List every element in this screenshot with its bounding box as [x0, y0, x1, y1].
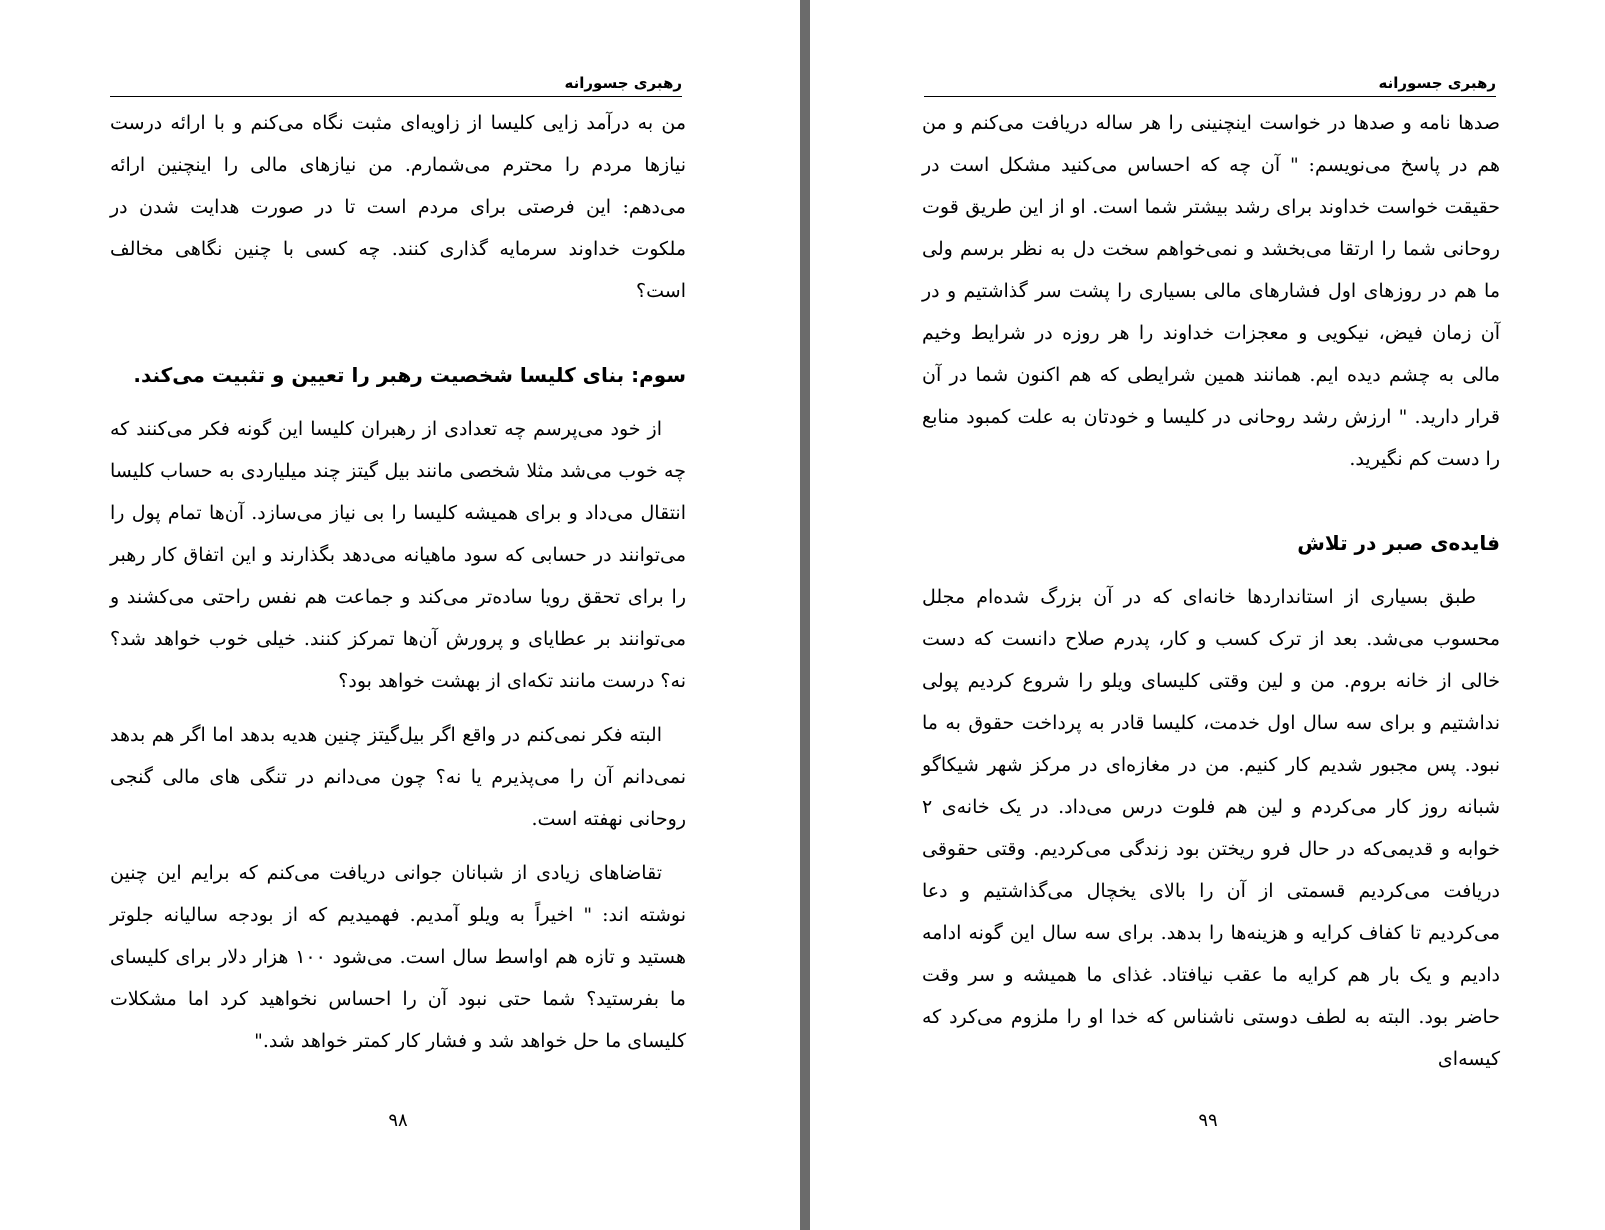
paragraph: البته فکر نمی‌کنم در واقع اگر بیل‌گیتز چنین هدیه بدهد اما اگر هم بدهد نمی‌دانم آن را می‌پذیرم یا نه؟ چون می‌دانم در تنگی های مالی گنجی روحانی نهفته است. — [110, 724, 686, 830]
section-heading: فایده‌ی صبر در تلاش — [1297, 531, 1500, 555]
paragraph: از خود می‌پرسم چه تعدادی از رهبران کلیسا این گونه فکر می‌کنند که چه خوب می‌شد مثلا شخصی مانند بیل گیتز چند میلیاردی به حساب کلیسا انتقال می‌داد و برای همیشه کلیسا را بی نیاز می‌سازد. آن‌ها تمام پول را می‌توانند در حسابی که سود ماهیانه می‌دهد بگذارند و این اتفاق کار رهبر را برای تحقق رویا ساده‌تر می‌کند و جماعت هم نفس راحتی می‌کشند و می‌توانند بر عطایای و پرورش آن‌ها تمرکز کنند. خیلی خوب خواهد شد؟ نه؟ درست مانند تکه‌ای از بهشت خواهد بود؟ — [110, 418, 687, 692]
paragraph: من به درآمد زایی کلیسا از زاویه‌ای مثبت نگاه می‌کنم و با ارائه درست نیازها مردم را محترم می‌شمارم. من نیازهای مالی را اینچنین ارائه می‌دهم: این فرصتی برای مردم است تا در صورت هدایت شدن در ملکوت خداوند سرمایه گذاری کنند. چه کسی با چنین نگاهی مخالف است؟ — [110, 112, 686, 302]
section-heading: سوم: بنای کلیسا شخصیت رهبر را تعیین و تثبیت می‌کند. — [133, 363, 686, 387]
page-body — [110, 102, 686, 1062]
paragraph: صدها نامه و صدها در خواست اینچنینی را هر ساله دریافت می‌کنم و من هم در پاسخ می‌نویسم: " آن چه که احساس می‌کنید مشکل است در حقیقت خواست خداوند برای رشد بیشتر شما است. او از این طریق قوت روحانی شما را ارتقا می‌بخشد و نمی‌خواهم سخت دل به نظر برسم ولی ما هم در روزهای اول فشارهای مالی بسیاری را پشت سر گذاشتیم و در آن زمان فیض، نیکویی و معجزات خداوند را هر روزه در شرایط وخیم مالی به چشم دیده ایم. همانند همین شرایطی که هم اکنون شما در آن قرار دارید. " ارزش رشد روحانی در کلیسا و خودتان به علت کمبود منابع را دست کم نگیرید. — [922, 112, 1500, 470]
running-head: رهبری جسورانه — [110, 72, 682, 97]
running-head: رهبری جسورانه — [924, 72, 1496, 97]
right-page — [810, 0, 1605, 1230]
page-body — [922, 102, 1500, 1080]
book-gutter — [800, 0, 810, 1230]
page-number: ۹۹ — [1198, 1110, 1218, 1131]
page-number: ۹۸ — [388, 1110, 408, 1131]
paragraph: تقاضاهای زیادی از شبانان جوانی دریافت می‌کنم که برایم این چنین نوشته اند: " اخیراً به ویلو آمدیم. فهمیدیم که از بودجه سالیانه جلوتر هستید و تازه هم اواسط سال است. می‌شود ۱۰۰ هزار دلار برای کلیسای ما بفرستید؟ شما حتی نبود آن را احساس نخواهید کرد اما مشکلات کلیسای ما حل خواهد شد و فشار کار کمتر خواهد شد." — [110, 862, 686, 1052]
left-page — [0, 0, 800, 1230]
paragraph: طبق بسیاری از استانداردها خانه‌ای که در آن بزرگ شده‌ام مجلل محسوب می‌شد. بعد از ترک کسب و کار، پدرم صلاح دانست که دست خالی از خانه بروم. من و لین وقتی کلیسای ویلو را شروع کردیم پولی نداشتیم و برای سه سال اول خدمت، کلیسا قادر به پرداخت حقوق به ما نبود. پس مجبور شدیم کار کنیم. من در مغازه‌ای در مرکز شهر شیکاگو شبانه روز کار می‌کردم و لین هم فلوت درس می‌داد. در یک خانه‌ی ۲ خوابه و قدیمی‌که در حال فرو ریختن بود زندگی می‌کردیم. وقتی حقوقی دریافت می‌کردیم قسمتی از آن را بالای یخچال می‌گذاشتیم و دعا می‌کردیم تا کفاف کرایه و هزینه‌ها را بدهد. برای سه سال این گونه ادامه دادیم و یک بار هم کرایه ما عقب نیافتاد. غذای ما همیشه و سر وقت حاضر بود. البته به لطف دوستی ناشناس که خدا او را ملزوم می‌کرد که کیسه‌ای — [922, 586, 1500, 1070]
